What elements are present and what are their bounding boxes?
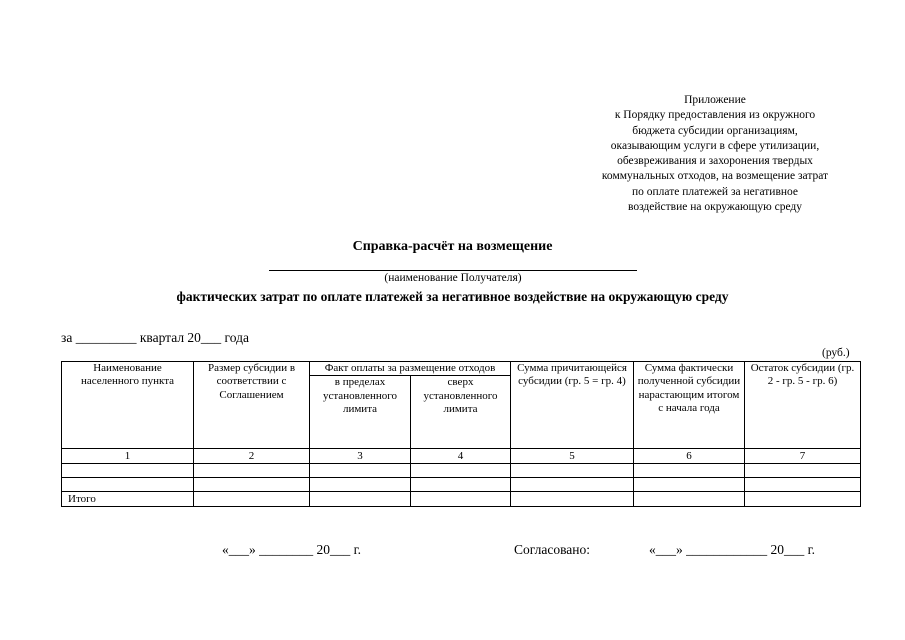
column-number: 7 [745,449,861,464]
table-cell [310,478,411,492]
appendix-line: по оплате платежей за негативное [631,185,799,198]
table-cell [62,478,194,492]
table-cell [634,492,745,507]
column-number: 1 [62,449,194,464]
document-subtitle: фактических затрат по оплате платежей за негативное воздействие на окружающую среду [176,289,729,304]
table-cell [62,464,194,478]
units-label: (руб.) [822,347,850,359]
header-subsidy-balance: Остаток субсидии (гр. 2 - гр. 5 - гр. 6) [745,362,861,449]
header-received-subsidy: Сумма фактически полученной субсидии нарастающим итогом с начала года [634,362,745,449]
table-cell [194,478,310,492]
table-cell [310,464,411,478]
recipient-name-line [269,270,637,271]
recipient-caption: (наименование Получателя) [384,272,522,284]
appendix-line: коммунальных отходов, на возмещение затрат [601,170,829,183]
period-line: за _________ квартал 20___ года [61,330,249,345]
total-row [62,492,861,507]
table-cell [511,464,634,478]
document-title: Справка-расчёт на возмещение [352,239,553,254]
header-waste-payment-group: Факт оплаты за размещение отходов [310,362,511,376]
signature-date-right: «___» ____________ 20___ г. [649,542,816,557]
header-subsidy-amount: Размер субсидии в соответствии с Соглашением [194,362,310,449]
signature-date-left: «___» ________ 20___ г. [222,542,362,557]
column-number-row [62,449,861,464]
column-number: 6 [634,449,745,464]
table-cell [511,492,634,507]
appendix-line: к Порядку предоставления из окружного [614,109,816,122]
appendix-line: обезвреживания и захоронения твердых [617,155,813,168]
column-number: 5 [511,449,634,464]
appendix-block [582,93,848,215]
table-row [62,478,861,492]
agreed-label: Согласовано: [514,542,590,557]
table-row [62,464,861,478]
table-cell [411,478,511,492]
appendix-line: оказывающим услуги в сфере утилизации, [610,139,820,152]
column-number: 2 [194,449,310,464]
table-cell [745,478,861,492]
header-due-subsidy: Сумма причитающейся субсидии (гр. 5 = гр. 4) [511,362,634,449]
column-number: 3 [310,449,411,464]
table-cell [411,492,511,507]
header-settlement-name: Наименование населенного пункта [62,362,194,449]
table-cell [634,478,745,492]
total-label: Итого [62,492,194,507]
appendix-line: бюджета субсидии организациям, [632,124,798,137]
table-cell [194,492,310,507]
appendix-line: воздействие на окружающую среду [627,201,803,214]
header-within-limit: в пределах установленного лимита [310,376,411,449]
appendix-line: Приложение [684,94,746,106]
table-cell [634,464,745,478]
table-cell [411,464,511,478]
calculation-table [61,361,861,507]
table-cell [511,478,634,492]
header-row [62,362,861,376]
table-cell [194,464,310,478]
table-cell [745,464,861,478]
column-number: 4 [411,449,511,464]
table-cell [745,492,861,507]
table-cell [310,492,411,507]
header-over-limit: сверх установленного лимита [411,376,511,449]
